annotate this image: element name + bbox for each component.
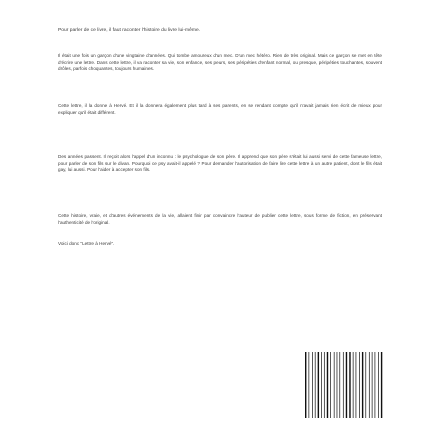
barcode-bar <box>381 352 382 418</box>
paragraph-story: Il était une fois un garçon d'une vingtaine d'années. Qui tombe amoureux d'un mec. D'un mec hétéro. Rien de très original. Mais ce garçon se met en tête d'écrire une lettre. Dans cette lettre, il va raconter sa vie, son enfance, ses peurs, ses péripéties d'enfant normal, ou presque, péripéties touchantes, souvent drôles, parfois choquantes, toujours humaines. <box>58 53 382 72</box>
barcode-bar <box>369 352 370 418</box>
paragraph-publication: Cette histoire, vraie, et d'autres événements de la vie, allaient finir par convaincre l'auteur de publier cette lettre, sous forme de fiction, en préservant l'authenticité de l'original. <box>58 213 382 225</box>
barcode-bar <box>375 352 376 418</box>
barcode-bar <box>356 352 357 418</box>
barcode-bar <box>321 352 322 418</box>
barcode-bar <box>334 352 335 418</box>
barcode-bar <box>353 352 354 418</box>
barcode-bar <box>305 352 306 418</box>
barcode-bar <box>378 352 379 418</box>
paragraph-psychologist: Des années passent. Il reçoit alors l'appel d'un inconnu : le psychologue de son père. Il apprend que son père s'était lui aussi servi de cette fameuse lettre, pour parler de son fils sur le divan. Pourquoi ce psy avait-il appelé ? Pour demander l'autorisation de faire lire cette lettre à un autre patient, dont le fils était gay, lui aussi. Pour l'aider à accepter son fils. <box>58 154 382 173</box>
intro-text: Pour parler de ce livre, il faut raconter l'histoire du livre lui-même. <box>58 28 201 33</box>
barcode-bar <box>327 352 328 418</box>
barcode-bar <box>315 352 316 418</box>
barcode-icon <box>305 352 383 418</box>
barcode-bar <box>359 352 360 418</box>
barcode-bar <box>343 352 344 418</box>
barcode-bar <box>339 352 340 418</box>
barcode-bar <box>324 352 325 418</box>
barcode-bar <box>372 352 373 418</box>
barcode-bar <box>330 352 331 418</box>
paragraph-letter: Cette lettre, il la donne à Hervé. Et il la donnera également plus tard à ses parents, en se rendant compte qu'il n'avait jamais rien écrit de mieux pour expliquer qu'il était différent. <box>58 103 382 115</box>
barcode-bar <box>362 352 363 418</box>
barcode-bar <box>346 352 347 418</box>
barcode-bar <box>365 352 366 418</box>
barcode-bar <box>312 352 313 418</box>
barcode-bar <box>349 352 350 418</box>
paragraph-title-announcement: Voici donc "Lettre à Hervé". <box>58 241 115 246</box>
barcode-bar <box>318 352 319 418</box>
barcode-bar <box>337 352 338 418</box>
barcode-bar <box>309 352 310 418</box>
